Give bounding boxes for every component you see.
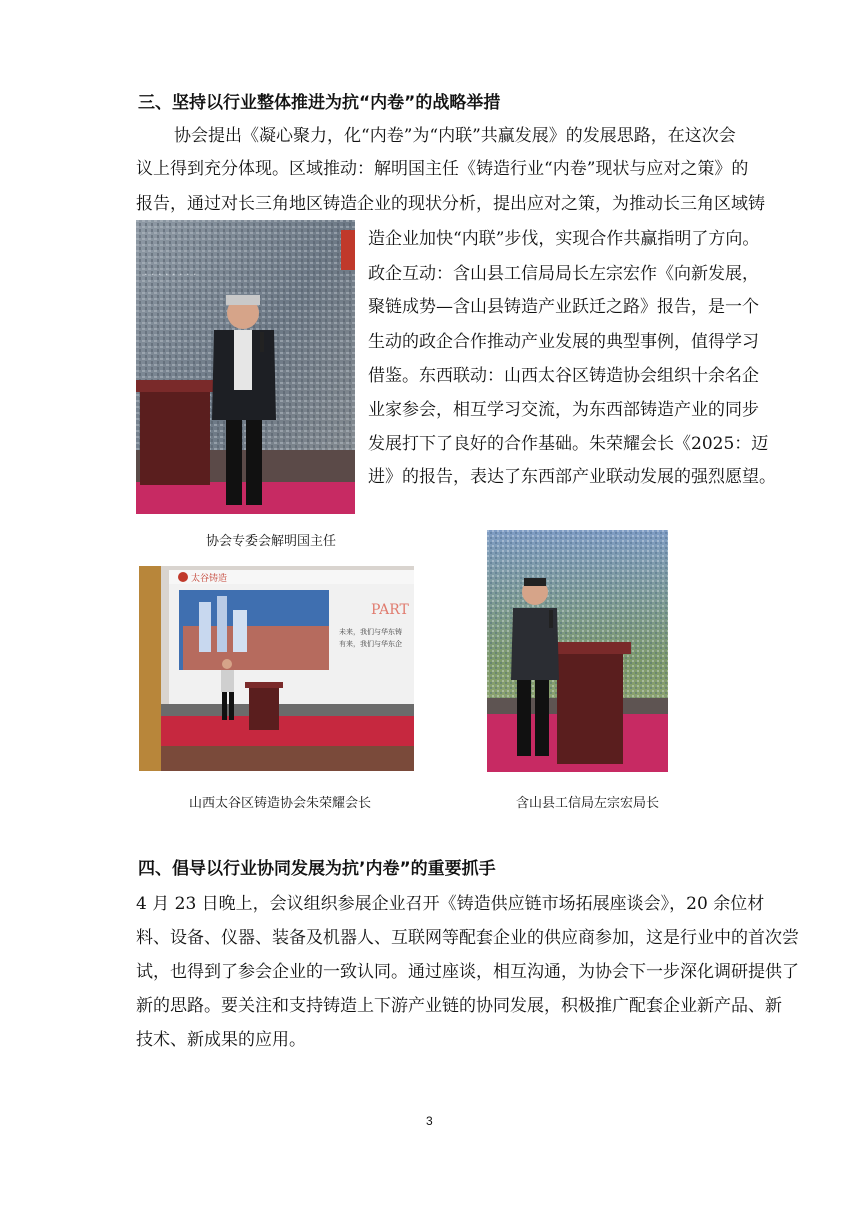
- section-3-line-1: 协会提出《凝心聚力，化“内卷”为“内联”共赢发展》的发展思路，在这次会: [174, 126, 736, 146]
- photo-zuo-zonghong: [487, 530, 668, 772]
- section-3-heading: 三、坚持以行业整体推进为抗“内卷”的战略举措: [138, 93, 501, 113]
- section-3-line-11: 进》的报告，表达了东西部产业联动发展的强烈愿望。: [368, 467, 776, 487]
- svg-text:· · · · · · · ·: · · · · · · · ·: [144, 268, 197, 281]
- section-3-line-3: 报告，通过对长三角地区铸造企业的现状分析，提出应对之策，为推动长三角区域铸: [136, 194, 765, 214]
- section-3-line-6: 聚链成势—含山县铸造产业跃迁之路》报告，是一个: [368, 297, 759, 317]
- section-4-line-2: 料、设备、仪器、装备及机器人、互联网等配套企业的供应商参加，这是行业中的首次尝: [136, 928, 799, 948]
- photo-zhu-rongyao: [139, 566, 414, 771]
- screen-line-1: 未来，我们与华东铸: [339, 628, 402, 636]
- screen-logo-text: 太谷铸造: [191, 574, 228, 584]
- photo-2-caption: 山西太谷区铸造协会朱荣耀会长: [189, 796, 372, 811]
- section-3-line-9: 业家参会，相互学习交流，为东西部铸造产业的同步: [368, 400, 759, 420]
- photo-speaker-xie-mingguo: [136, 220, 355, 514]
- section-3-line-7: 生动的政企合作推动产业发展的典型事例，值得学习: [368, 332, 759, 352]
- section-3-line-10: 发展打下了良好的合作基础。朱荣耀会长《2025：迈: [368, 434, 769, 454]
- section-3-line-4: 造企业加快“内联”步伐，实现合作共赢指明了方向。: [368, 229, 760, 249]
- screen-part-text: PART: [371, 602, 409, 618]
- section-3-line-2: 议上得到充分体现。区域推动：解明国主任《铸造行业“内卷”现状与应对之策》的: [136, 159, 749, 179]
- section-3-line-5: 政企互动：含山县工信局局长左宗宏作《向新发展，: [368, 264, 759, 284]
- photo-3-caption: 含山县工信局左宗宏局长: [516, 796, 660, 811]
- section-4-line-3: 试，也得到了参会企业的一致认同。通过座谈，相互沟通，为协会下一步深化调研提供了: [136, 962, 799, 982]
- section-4-line-1: 4 月 23 日晚上，会议组织参展企业召开《铸造供应链市场拓展座谈会》，20 余位材: [136, 894, 765, 914]
- section-4-heading: 四、倡导以行业协同发展为抗’内卷”的重要抓手: [138, 859, 496, 879]
- section-3-line-8: 借鉴。东西联动：山西太谷区铸造协会组织十余名企: [368, 366, 759, 386]
- page-number: 3: [426, 1114, 433, 1128]
- section-4-line-5: 技术、新成果的应用。: [136, 1030, 306, 1050]
- section-4-line-4: 新的思路。要关注和支持铸造上下游产业链的协同发展，积极推广配套企业新产品、新: [136, 996, 782, 1016]
- screen-line-2: 有来，我们与华东企: [339, 640, 402, 648]
- photo-1-caption: 协会专委会解明国主任: [206, 534, 337, 549]
